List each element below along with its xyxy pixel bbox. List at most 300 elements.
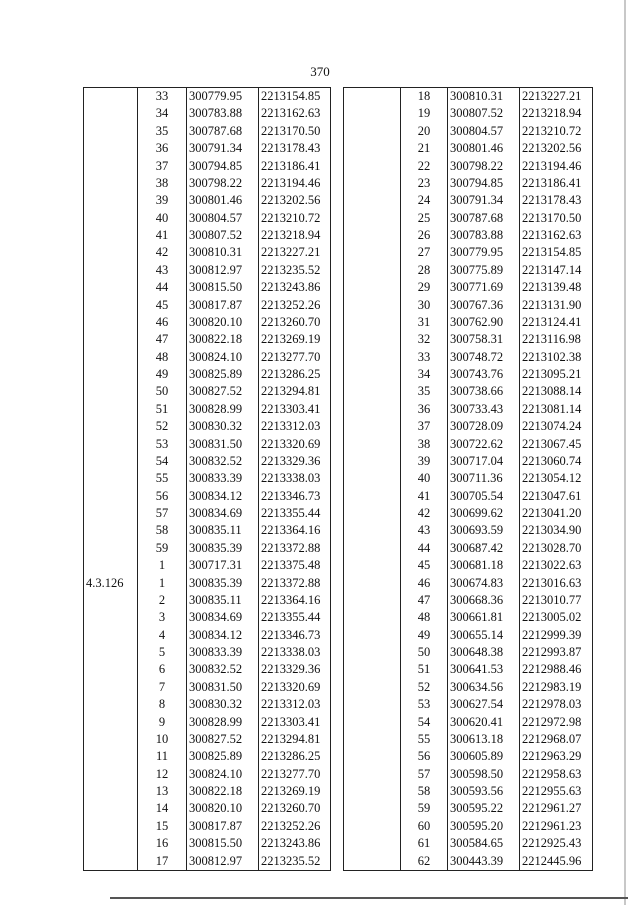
y-coordinate: 2213081.14 [520, 401, 593, 418]
x-coordinate: 300787.68 [187, 123, 259, 140]
y-coordinate: 2213235.52 [259, 262, 331, 279]
x-coordinate: 300830.32 [187, 696, 259, 713]
section-cell [344, 522, 401, 539]
y-coordinate: 2213252.26 [259, 297, 331, 314]
table-row [84, 557, 331, 574]
section-cell [84, 592, 138, 609]
point-number: 24 [401, 192, 448, 209]
y-coordinate: 2213210.72 [259, 210, 331, 227]
y-coordinate: 2213162.63 [259, 105, 331, 122]
section-cell [344, 314, 401, 331]
table-row [84, 800, 331, 817]
x-coordinate: 300693.59 [448, 522, 520, 539]
point-number: 51 [401, 661, 448, 678]
y-coordinate: 2213252.26 [259, 818, 331, 835]
y-coordinate: 2213218.94 [520, 105, 593, 122]
table-row [84, 401, 331, 418]
section-cell [84, 383, 138, 400]
y-coordinate: 2213116.98 [520, 331, 593, 348]
x-coordinate: 300687.42 [448, 540, 520, 557]
x-coordinate: 300827.52 [187, 731, 259, 748]
section-cell [84, 418, 138, 435]
y-coordinate: 2213277.70 [259, 766, 331, 783]
table-row [84, 575, 331, 592]
section-cell [344, 158, 401, 175]
table-row [344, 262, 593, 279]
y-coordinate: 2212968.07 [520, 731, 593, 748]
point-number: 60 [401, 818, 448, 835]
y-coordinate: 2212972.98 [520, 714, 593, 731]
x-coordinate: 300820.10 [187, 800, 259, 817]
y-coordinate: 2213269.19 [259, 783, 331, 800]
point-number: 39 [401, 453, 448, 470]
point-number: 35 [401, 383, 448, 400]
point-number: 7 [138, 679, 187, 696]
table-row [344, 748, 593, 765]
point-number: 1 [138, 575, 187, 592]
point-number: 56 [138, 488, 187, 505]
section-cell [344, 853, 401, 871]
y-coordinate: 2213147.14 [520, 262, 593, 279]
section-cell [344, 835, 401, 852]
x-coordinate: 300595.22 [448, 800, 520, 817]
x-coordinate: 300835.39 [187, 575, 259, 592]
x-coordinate: 300620.41 [448, 714, 520, 731]
table-row [344, 575, 593, 592]
y-coordinate: 2213364.16 [259, 522, 331, 539]
x-coordinate: 300812.97 [187, 262, 259, 279]
table-row [344, 227, 593, 244]
x-coordinate: 300815.50 [187, 279, 259, 296]
table-row [84, 714, 331, 731]
x-coordinate: 300835.11 [187, 592, 259, 609]
section-cell [344, 748, 401, 765]
section-cell [344, 279, 401, 296]
section-cell [344, 557, 401, 574]
point-number: 36 [401, 401, 448, 418]
section-cell [344, 297, 401, 314]
section-cell [344, 800, 401, 817]
section-cell [84, 696, 138, 713]
y-coordinate: 2212999.39 [520, 627, 593, 644]
table-row [344, 105, 593, 122]
y-coordinate: 2213227.21 [259, 244, 331, 261]
point-number: 52 [138, 418, 187, 435]
table-row [84, 661, 331, 678]
section-cell [344, 714, 401, 731]
section-cell [344, 175, 401, 192]
y-coordinate: 2212988.46 [520, 661, 593, 678]
point-number: 4 [138, 627, 187, 644]
table-row [84, 366, 331, 383]
section-cell [344, 366, 401, 383]
point-number: 57 [138, 505, 187, 522]
table-row [84, 192, 331, 209]
point-number: 54 [138, 453, 187, 470]
table-row [84, 383, 331, 400]
point-number: 51 [138, 401, 187, 418]
x-coordinate: 300834.12 [187, 627, 259, 644]
section-cell [84, 227, 138, 244]
point-number: 40 [401, 470, 448, 487]
y-coordinate: 2213186.41 [520, 175, 593, 192]
x-coordinate: 300832.52 [187, 661, 259, 678]
section-cell [344, 731, 401, 748]
point-number: 58 [138, 522, 187, 539]
section-cell [344, 383, 401, 400]
point-number: 14 [138, 800, 187, 817]
x-coordinate: 300801.46 [187, 192, 259, 209]
section-cell [84, 453, 138, 470]
table-row [344, 696, 593, 713]
table-row [344, 383, 593, 400]
table-row [84, 835, 331, 852]
y-coordinate: 2213154.85 [520, 244, 593, 261]
point-number: 47 [401, 592, 448, 609]
x-coordinate: 300834.12 [187, 488, 259, 505]
point-number: 43 [401, 522, 448, 539]
table-row [84, 140, 331, 157]
section-cell [84, 627, 138, 644]
point-number: 38 [138, 175, 187, 192]
x-coordinate: 300648.38 [448, 644, 520, 661]
x-coordinate: 300779.95 [187, 88, 259, 106]
section-cell [84, 123, 138, 140]
section-cell [84, 401, 138, 418]
y-coordinate: 2213346.73 [259, 627, 331, 644]
y-coordinate: 2213303.41 [259, 714, 331, 731]
x-coordinate: 300668.36 [448, 592, 520, 609]
table-row [84, 505, 331, 522]
x-coordinate: 300807.52 [448, 105, 520, 122]
section-cell [344, 766, 401, 783]
point-number: 30 [401, 297, 448, 314]
x-coordinate: 300605.89 [448, 748, 520, 765]
point-number: 57 [401, 766, 448, 783]
y-coordinate: 2213067.45 [520, 436, 593, 453]
point-number: 44 [138, 279, 187, 296]
table-row [84, 175, 331, 192]
table-row [84, 349, 331, 366]
x-coordinate: 300833.39 [187, 470, 259, 487]
table-row [344, 818, 593, 835]
point-number: 54 [401, 714, 448, 731]
x-coordinate: 300728.09 [448, 418, 520, 435]
section-cell [84, 800, 138, 817]
y-coordinate: 2213170.50 [520, 210, 593, 227]
section-cell [84, 175, 138, 192]
x-coordinate: 300827.52 [187, 383, 259, 400]
table-row [344, 731, 593, 748]
y-coordinate: 2213269.19 [259, 331, 331, 348]
x-coordinate: 300831.50 [187, 436, 259, 453]
y-coordinate: 2213329.36 [259, 661, 331, 678]
section-cell [344, 436, 401, 453]
table-row [84, 766, 331, 783]
table-row [84, 540, 331, 557]
table-row [344, 522, 593, 539]
section-cell [344, 488, 401, 505]
table-row [344, 210, 593, 227]
y-coordinate: 2213355.44 [259, 505, 331, 522]
y-coordinate: 2212961.23 [520, 818, 593, 835]
x-coordinate: 300825.89 [187, 366, 259, 383]
y-coordinate: 2213355.44 [259, 609, 331, 626]
y-coordinate: 2213372.88 [259, 540, 331, 557]
point-number: 17 [138, 853, 187, 871]
table-row [84, 679, 331, 696]
table-row [344, 470, 593, 487]
x-coordinate: 300810.31 [187, 244, 259, 261]
table-row [84, 748, 331, 765]
table-row [84, 262, 331, 279]
point-number: 48 [138, 349, 187, 366]
y-coordinate: 2213088.14 [520, 383, 593, 400]
table-row [344, 244, 593, 261]
section-cell [84, 105, 138, 122]
section-cell [344, 696, 401, 713]
table-row [84, 331, 331, 348]
table-row [344, 349, 593, 366]
table-row [344, 488, 593, 505]
y-coordinate: 2213372.88 [259, 575, 331, 592]
y-coordinate: 2212445.96 [520, 853, 593, 871]
y-coordinate: 2213364.16 [259, 592, 331, 609]
point-number: 25 [401, 210, 448, 227]
point-number: 3 [138, 609, 187, 626]
x-coordinate: 300822.18 [187, 783, 259, 800]
coordinates-table-right [343, 87, 593, 871]
x-coordinate: 300783.88 [448, 227, 520, 244]
y-coordinate: 2213202.56 [520, 140, 593, 157]
section-cell [84, 661, 138, 678]
y-coordinate: 2213022.63 [520, 557, 593, 574]
y-coordinate: 2212983.19 [520, 679, 593, 696]
section-cell [84, 679, 138, 696]
table-row [344, 123, 593, 140]
y-coordinate: 2213243.86 [259, 835, 331, 852]
point-number: 58 [401, 783, 448, 800]
table-row [84, 244, 331, 261]
point-number: 27 [401, 244, 448, 261]
section-cell [84, 853, 138, 871]
point-number: 19 [401, 105, 448, 122]
y-coordinate: 2213235.52 [259, 853, 331, 871]
section-cell [344, 470, 401, 487]
point-number: 13 [138, 783, 187, 800]
point-number: 33 [138, 88, 187, 106]
section-cell [84, 279, 138, 296]
section-cell [84, 297, 138, 314]
x-coordinate: 300824.10 [187, 349, 259, 366]
section-cell [344, 627, 401, 644]
table-row [344, 453, 593, 470]
section-cell [344, 609, 401, 626]
point-number: 10 [138, 731, 187, 748]
table-row [344, 505, 593, 522]
section-cell [344, 453, 401, 470]
x-coordinate: 300627.54 [448, 696, 520, 713]
x-coordinate: 300831.50 [187, 679, 259, 696]
table-row [344, 835, 593, 852]
table-row [344, 436, 593, 453]
point-number: 52 [401, 679, 448, 696]
section-cell [84, 783, 138, 800]
section-cell [84, 505, 138, 522]
x-coordinate: 300641.53 [448, 661, 520, 678]
section-cell [84, 210, 138, 227]
x-coordinate: 300791.34 [187, 140, 259, 157]
y-coordinate: 2213162.63 [520, 227, 593, 244]
x-coordinate: 300593.56 [448, 783, 520, 800]
table-row [344, 661, 593, 678]
section-cell [84, 331, 138, 348]
table-row [344, 592, 593, 609]
y-coordinate: 2213095.21 [520, 366, 593, 383]
section-cell [84, 748, 138, 765]
section-cell [344, 661, 401, 678]
table-row [344, 714, 593, 731]
y-coordinate: 2213016.63 [520, 575, 593, 592]
point-number: 45 [138, 297, 187, 314]
table-row [344, 766, 593, 783]
point-number: 5 [138, 644, 187, 661]
section-cell [344, 210, 401, 227]
point-number: 46 [138, 314, 187, 331]
x-coordinate: 300798.22 [187, 175, 259, 192]
y-coordinate: 2212961.27 [520, 800, 593, 817]
x-coordinate: 300733.43 [448, 401, 520, 418]
table-row [344, 331, 593, 348]
y-coordinate: 2213286.25 [259, 366, 331, 383]
table-row [84, 105, 331, 122]
x-coordinate: 300699.62 [448, 505, 520, 522]
y-coordinate: 2213194.46 [520, 158, 593, 175]
x-coordinate: 300738.66 [448, 383, 520, 400]
section-cell [344, 818, 401, 835]
y-coordinate: 2212958.63 [520, 766, 593, 783]
x-coordinate: 300804.57 [187, 210, 259, 227]
x-coordinate: 300798.22 [448, 158, 520, 175]
x-coordinate: 300787.68 [448, 210, 520, 227]
section-cell [344, 192, 401, 209]
point-number: 47 [138, 331, 187, 348]
section-cell [84, 88, 138, 106]
y-coordinate: 2213028.70 [520, 540, 593, 557]
y-coordinate: 2213338.03 [259, 470, 331, 487]
y-coordinate: 2213277.70 [259, 349, 331, 366]
point-number: 15 [138, 818, 187, 835]
table-row [344, 644, 593, 661]
table-row [84, 470, 331, 487]
point-number: 37 [138, 158, 187, 175]
x-coordinate: 300584.65 [448, 835, 520, 852]
point-number: 12 [138, 766, 187, 783]
table-row [344, 557, 593, 574]
point-number: 59 [138, 540, 187, 557]
x-coordinate: 300815.50 [187, 835, 259, 852]
x-coordinate: 300801.46 [448, 140, 520, 157]
x-coordinate: 300794.85 [448, 175, 520, 192]
section-cell [84, 244, 138, 261]
y-coordinate: 2213260.70 [259, 314, 331, 331]
x-coordinate: 300804.57 [448, 123, 520, 140]
section-cell [84, 835, 138, 852]
y-coordinate: 2213294.81 [259, 383, 331, 400]
point-number: 18 [401, 88, 448, 106]
x-coordinate: 300775.89 [448, 262, 520, 279]
table-row [84, 158, 331, 175]
section-cell [344, 505, 401, 522]
table-row [344, 853, 593, 871]
table-row [344, 175, 593, 192]
y-coordinate: 2212993.87 [520, 644, 593, 661]
x-coordinate: 300820.10 [187, 314, 259, 331]
table-row [84, 853, 331, 871]
y-coordinate: 2212963.29 [520, 748, 593, 765]
table-row [84, 123, 331, 140]
table-row [344, 366, 593, 383]
point-number: 22 [401, 158, 448, 175]
section-cell [84, 314, 138, 331]
section-cell [84, 522, 138, 539]
point-number: 49 [138, 366, 187, 383]
section-cell [84, 557, 138, 574]
x-coordinate: 300824.10 [187, 766, 259, 783]
x-coordinate: 300598.50 [448, 766, 520, 783]
y-coordinate: 2213124.41 [520, 314, 593, 331]
y-coordinate: 2213294.81 [259, 731, 331, 748]
point-number: 42 [401, 505, 448, 522]
x-coordinate: 300767.36 [448, 297, 520, 314]
section-cell [344, 644, 401, 661]
section-cell [84, 349, 138, 366]
point-number: 48 [401, 609, 448, 626]
table-row [84, 783, 331, 800]
table-row [84, 592, 331, 609]
table-row [344, 783, 593, 800]
table-row [84, 279, 331, 296]
y-coordinate: 2213338.03 [259, 644, 331, 661]
table-row [84, 696, 331, 713]
point-number: 35 [138, 123, 187, 140]
x-coordinate: 300794.85 [187, 158, 259, 175]
table-row [344, 401, 593, 418]
y-coordinate: 2213074.24 [520, 418, 593, 435]
y-coordinate: 2213303.41 [259, 401, 331, 418]
x-coordinate: 300791.34 [448, 192, 520, 209]
point-number: 59 [401, 800, 448, 817]
y-coordinate: 2212925.43 [520, 835, 593, 852]
section-cell [84, 609, 138, 626]
point-number: 8 [138, 696, 187, 713]
y-coordinate: 2213194.46 [259, 175, 331, 192]
y-coordinate: 2213010.77 [520, 592, 593, 609]
x-coordinate: 300779.95 [448, 244, 520, 261]
section-cell [344, 679, 401, 696]
y-coordinate: 2213320.69 [259, 436, 331, 453]
x-coordinate: 300655.14 [448, 627, 520, 644]
section-cell [84, 766, 138, 783]
point-number: 23 [401, 175, 448, 192]
x-coordinate: 300758.31 [448, 331, 520, 348]
table-row [84, 227, 331, 244]
x-coordinate: 300810.31 [448, 88, 520, 106]
point-number: 42 [138, 244, 187, 261]
point-number: 50 [401, 644, 448, 661]
x-coordinate: 300681.18 [448, 557, 520, 574]
y-coordinate: 2213286.25 [259, 748, 331, 765]
